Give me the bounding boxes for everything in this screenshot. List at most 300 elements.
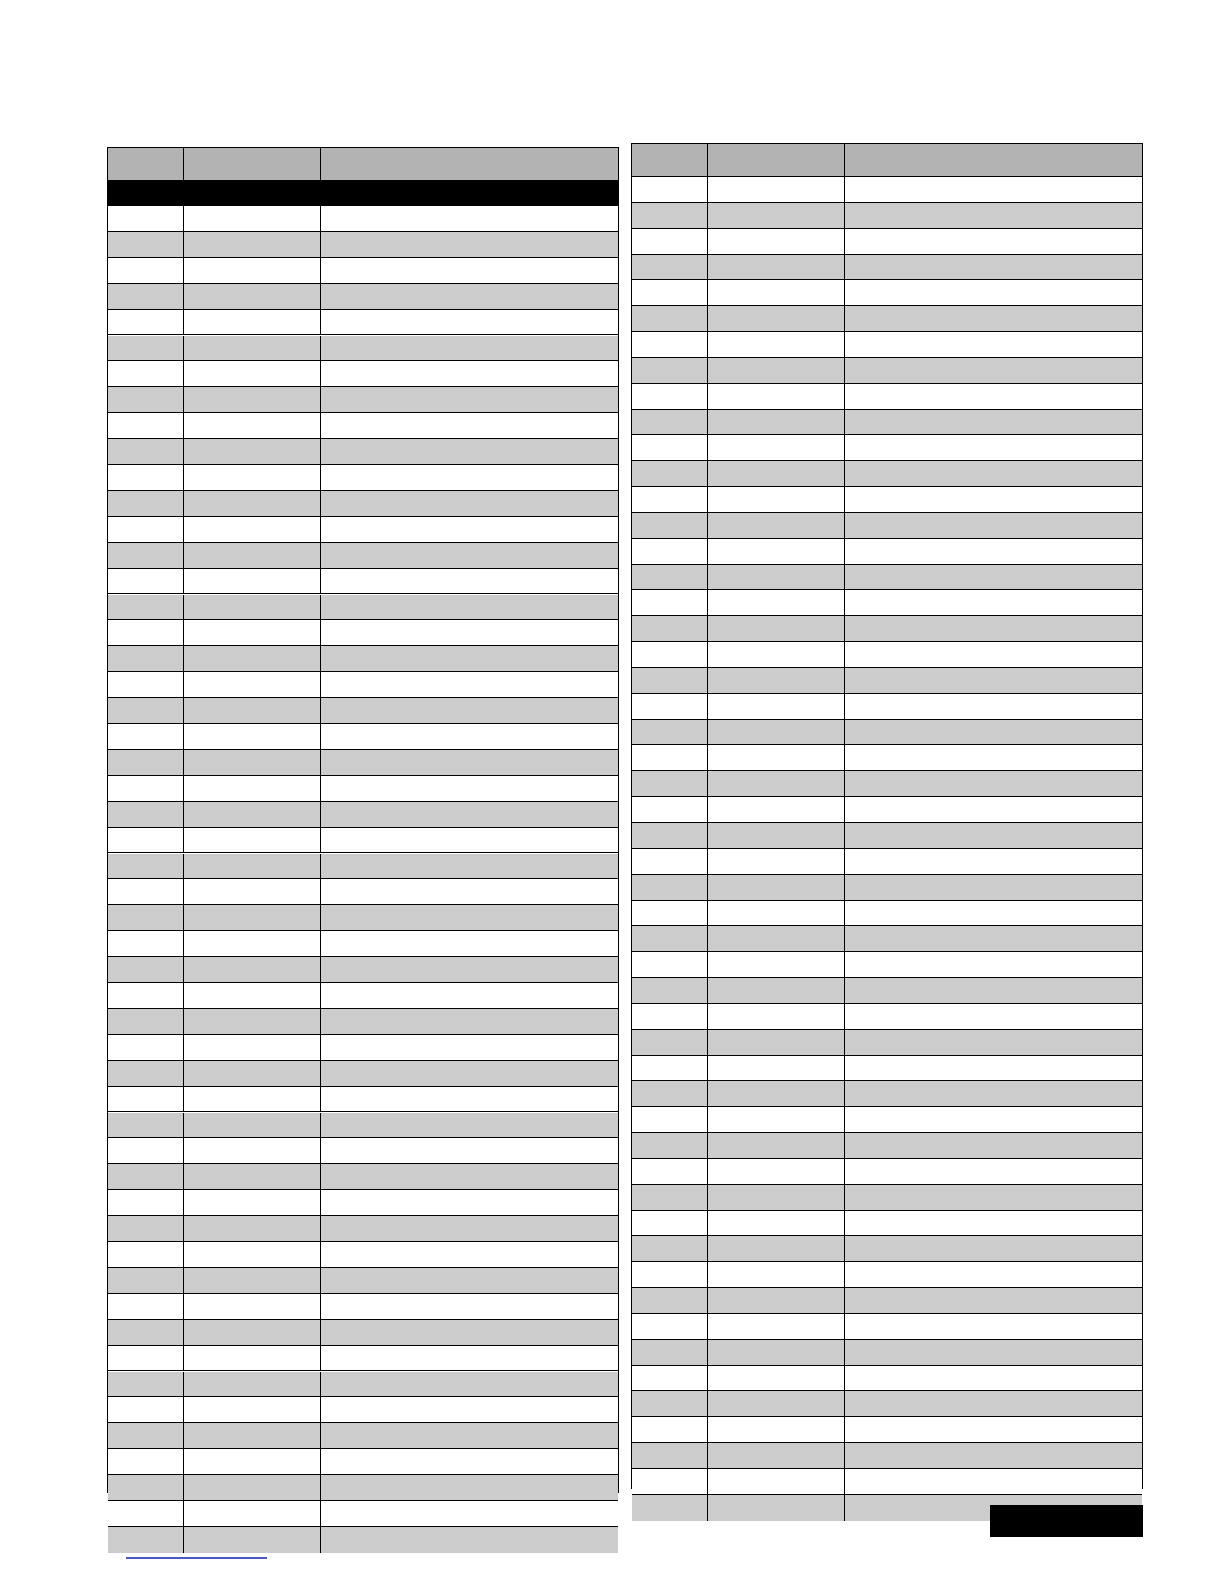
table-cell: [845, 849, 1144, 874]
table-row: [632, 720, 1142, 746]
table-cell: [108, 284, 184, 309]
table-row: [108, 1294, 618, 1320]
table-row: [108, 905, 618, 931]
table-cell: [708, 901, 845, 926]
table-cell: [632, 410, 708, 435]
table-cell: [632, 1314, 708, 1339]
table-cell: [708, 1004, 845, 1029]
table-cell: [632, 435, 708, 460]
table-cell: [321, 724, 620, 749]
table-cell: [184, 1268, 321, 1293]
table-cell: [708, 255, 845, 280]
table-cell: [845, 539, 1144, 564]
table-cell: [321, 1397, 620, 1422]
table-cell: [845, 177, 1144, 202]
table-row: [632, 1185, 1142, 1211]
table-cell: [708, 1417, 845, 1442]
table-cell: [184, 1527, 321, 1553]
table-cell: [321, 1449, 620, 1474]
table-cell: [184, 750, 321, 775]
table-row: [108, 802, 618, 828]
table-row: [108, 439, 618, 465]
table-cell: [845, 1081, 1144, 1106]
table-cell: [184, 931, 321, 956]
table-cell: [108, 1009, 184, 1034]
table-row: [632, 487, 1142, 513]
table-cell: [321, 776, 620, 801]
table-row: [108, 413, 618, 439]
table-row: [108, 957, 618, 983]
table-cell: [321, 491, 620, 516]
table-cell: [184, 905, 321, 930]
table-cell: [632, 513, 708, 538]
table-cell: [184, 1346, 321, 1371]
table-row: [632, 901, 1142, 927]
table-cell: [108, 620, 184, 645]
table-cell: [708, 616, 845, 641]
table-cell: [321, 698, 620, 723]
table-row: [632, 1211, 1142, 1237]
table-cell: [708, 1133, 845, 1158]
table-row: [108, 828, 618, 854]
table-cell: [184, 595, 321, 620]
table-cell: [708, 1288, 845, 1313]
table-cell: [845, 410, 1144, 435]
table-cell: [184, 1113, 321, 1138]
table-cell: [321, 543, 620, 568]
right-parts-table: [631, 143, 1143, 1489]
table-row: [632, 745, 1142, 771]
table-cell: [108, 465, 184, 490]
table-row: [108, 1397, 618, 1423]
table-row: [632, 1081, 1142, 1107]
table-row: [632, 1030, 1142, 1056]
page-number-box: [990, 1505, 1143, 1537]
table-cell: [321, 879, 620, 904]
table-cell: [632, 771, 708, 796]
column-header: [321, 148, 620, 180]
table-cell: [845, 1211, 1144, 1236]
table-cell: [321, 1372, 620, 1397]
table-cell: [632, 745, 708, 770]
table-cell: [321, 258, 620, 283]
table-row: [108, 232, 618, 258]
table-cell: [845, 1314, 1144, 1339]
table-cell: [321, 1346, 620, 1371]
table-cell: [321, 232, 620, 257]
table-cell: [108, 931, 184, 956]
table-cell: [845, 1469, 1144, 1494]
table-cell: [184, 1501, 321, 1526]
table-cell: [184, 776, 321, 801]
table-cell: [108, 957, 184, 982]
table-cell: [845, 565, 1144, 590]
table-row: [108, 284, 618, 310]
table-cell: [708, 1391, 845, 1416]
table-cell: [108, 724, 184, 749]
table-cell: [184, 1061, 321, 1086]
table-section-row: [108, 181, 618, 206]
table-cell: [845, 1417, 1144, 1442]
table-cell: [321, 1061, 620, 1086]
table-cell: [632, 1004, 708, 1029]
table-cell: [108, 1423, 184, 1448]
table-row: [108, 1216, 618, 1242]
table-cell: [708, 694, 845, 719]
table-cell: [708, 410, 845, 435]
table-cell: [108, 491, 184, 516]
table-cell: [108, 1113, 184, 1138]
table-cell: [632, 694, 708, 719]
table-cell: [708, 1366, 845, 1391]
table-cell: [845, 280, 1144, 305]
footer-link[interactable]: [126, 1557, 267, 1559]
table-cell: [184, 802, 321, 827]
table-cell: [108, 1346, 184, 1371]
table-cell: [108, 1216, 184, 1241]
table-row: [108, 879, 618, 905]
table-cell: [184, 672, 321, 697]
table-row: [108, 1242, 618, 1268]
table-cell: [632, 539, 708, 564]
table-row: [632, 1262, 1142, 1288]
table-row: [632, 1417, 1142, 1443]
table-cell: [708, 358, 845, 383]
table-cell: [845, 487, 1144, 512]
table-cell: [632, 487, 708, 512]
table-cell: [845, 642, 1144, 667]
table-cell: [632, 1495, 708, 1521]
table-row: [108, 931, 618, 957]
table-cell: [108, 983, 184, 1008]
table-cell: [108, 1138, 184, 1163]
table-cell: [184, 361, 321, 386]
table-cell: [184, 1009, 321, 1034]
table-cell: [708, 565, 845, 590]
table-cell: [184, 1372, 321, 1397]
table-cell: [108, 1190, 184, 1215]
table-cell: [708, 1340, 845, 1365]
table-cell: [321, 802, 620, 827]
table-cell: [108, 258, 184, 283]
table-row: [632, 978, 1142, 1004]
table-cell: [321, 1242, 620, 1267]
table-row: [632, 823, 1142, 849]
table-row: [632, 1056, 1142, 1082]
table-cell: [632, 720, 708, 745]
table-cell: [321, 181, 620, 205]
table-cell: [108, 1372, 184, 1397]
table-cell: [321, 465, 620, 490]
table-cell: [632, 1340, 708, 1365]
table-row: [632, 1236, 1142, 1262]
table-cell: [845, 332, 1144, 357]
table-cell: [845, 255, 1144, 280]
table-cell: [321, 828, 620, 853]
table-cell: [632, 461, 708, 486]
table-row: [632, 1366, 1142, 1392]
table-cell: [632, 668, 708, 693]
table-cell: [321, 1475, 620, 1500]
table-cell: [845, 1056, 1144, 1081]
table-row: [632, 849, 1142, 875]
table-cell: [184, 854, 321, 879]
table-cell: [845, 590, 1144, 615]
table-cell: [321, 1320, 620, 1345]
table-row: [632, 1391, 1142, 1417]
table-cell: [708, 203, 845, 228]
table-cell: [184, 1190, 321, 1215]
table-cell: [708, 1030, 845, 1055]
table-cell: [632, 926, 708, 951]
table-cell: [321, 336, 620, 361]
table-cell: [708, 797, 845, 822]
table-cell: [184, 1138, 321, 1163]
table-cell: [632, 978, 708, 1003]
table-cell: [845, 668, 1144, 693]
table-row: [108, 1320, 618, 1346]
table-cell: [321, 1501, 620, 1526]
table-row: [108, 672, 618, 698]
table-cell: [632, 358, 708, 383]
table-cell: [708, 1469, 845, 1494]
table-cell: [708, 668, 845, 693]
table-row: [108, 543, 618, 569]
table-row: [108, 258, 618, 284]
table-cell: [845, 384, 1144, 409]
table-cell: [321, 1423, 620, 1448]
table-cell: [845, 875, 1144, 900]
table-cell: [184, 181, 321, 205]
table-cell: [108, 672, 184, 697]
table-cell: [632, 1236, 708, 1261]
table-cell: [321, 1009, 620, 1034]
table-cell: [184, 724, 321, 749]
table-cell: [184, 957, 321, 982]
table-cell: [632, 1262, 708, 1287]
table-cell: [845, 1391, 1144, 1416]
table-cell: [708, 978, 845, 1003]
table-cell: [708, 823, 845, 848]
table-row: [632, 384, 1142, 410]
table-cell: [184, 413, 321, 438]
table-cell: [321, 957, 620, 982]
table-row: [632, 1159, 1142, 1185]
table-cell: [632, 642, 708, 667]
table-row: [632, 203, 1142, 229]
table-row: [632, 461, 1142, 487]
table-cell: [108, 1087, 184, 1112]
table-row: [108, 1190, 618, 1216]
table-cell: [184, 232, 321, 257]
table-row: [108, 1372, 618, 1398]
table-cell: [321, 361, 620, 386]
table-cell: [184, 879, 321, 904]
table-cell: [708, 1159, 845, 1184]
table-cell: [108, 802, 184, 827]
table-row: [108, 517, 618, 543]
table-row: [632, 255, 1142, 281]
table-cell: [632, 255, 708, 280]
table-cell: [321, 1216, 620, 1241]
table-cell: [708, 177, 845, 202]
table-cell: [321, 854, 620, 879]
table-row: [108, 1346, 618, 1372]
table-row: [632, 1133, 1142, 1159]
table-row: [632, 952, 1142, 978]
table-cell: [184, 1449, 321, 1474]
table-row: [632, 1004, 1142, 1030]
table-cell: [708, 332, 845, 357]
table-cell: [184, 1294, 321, 1319]
table-row: [108, 1268, 618, 1294]
table-cell: [108, 1320, 184, 1345]
table-cell: [708, 590, 845, 615]
table-cell: [108, 1035, 184, 1060]
table-cell: [108, 1242, 184, 1267]
table-row: [632, 875, 1142, 901]
table-cell: [845, 1340, 1144, 1365]
table-cell: [108, 232, 184, 257]
table-row: [108, 1164, 618, 1190]
table-cell: [708, 1443, 845, 1468]
table-row: [632, 694, 1142, 720]
table-cell: [321, 620, 620, 645]
table-cell: [845, 461, 1144, 486]
table-cell: [845, 358, 1144, 383]
table-cell: [108, 1164, 184, 1189]
column-header: [708, 144, 845, 176]
table-cell: [845, 513, 1144, 538]
table-row: [108, 1113, 618, 1139]
table-row: [632, 306, 1142, 332]
table-cell: [108, 543, 184, 568]
table-cell: [184, 1164, 321, 1189]
table-cell: [321, 750, 620, 775]
table-row: [108, 854, 618, 880]
table-cell: [708, 875, 845, 900]
column-header: [184, 148, 321, 180]
table-row: [108, 724, 618, 750]
table-cell: [708, 771, 845, 796]
table-cell: [708, 1314, 845, 1339]
table-cell: [108, 1294, 184, 1319]
table-cell: [184, 828, 321, 853]
table-cell: [321, 646, 620, 671]
table-cell: [845, 694, 1144, 719]
table-cell: [108, 1527, 184, 1553]
table-cell: [632, 1366, 708, 1391]
table-cell: [845, 823, 1144, 848]
table-cell: [632, 1107, 708, 1132]
table-cell: [108, 1449, 184, 1474]
column-header: [845, 144, 1144, 176]
table-cell: [845, 616, 1144, 641]
table-cell: [632, 332, 708, 357]
table-cell: [321, 1294, 620, 1319]
table-cell: [708, 461, 845, 486]
table-row: [108, 595, 618, 621]
table-row: [632, 926, 1142, 952]
table-cell: [321, 517, 620, 542]
table-cell: [184, 698, 321, 723]
table-cell: [845, 1288, 1144, 1313]
table-cell: [321, 1087, 620, 1112]
table-cell: [108, 181, 184, 205]
table-cell: [321, 1190, 620, 1215]
table-cell: [108, 413, 184, 438]
table-row: [108, 491, 618, 517]
table-cell: [632, 849, 708, 874]
table-cell: [632, 203, 708, 228]
table-cell: [632, 384, 708, 409]
table-cell: [708, 1056, 845, 1081]
table-cell: [845, 435, 1144, 460]
table-cell: [184, 284, 321, 309]
table-row: [632, 1288, 1142, 1314]
table-row: [108, 569, 618, 595]
table-row: [632, 771, 1142, 797]
table-cell: [845, 1159, 1144, 1184]
table-cell: [184, 983, 321, 1008]
table-cell: [708, 952, 845, 977]
table-row: [632, 590, 1142, 616]
table-cell: [108, 387, 184, 412]
table-row: [632, 539, 1142, 565]
table-cell: [708, 1185, 845, 1210]
table-row: [632, 513, 1142, 539]
table-cell: [321, 439, 620, 464]
table-row: [108, 1087, 618, 1113]
table-row: [108, 1138, 618, 1164]
table-cell: [845, 1030, 1144, 1055]
table-cell: [321, 284, 620, 309]
table-cell: [708, 1107, 845, 1132]
table-cell: [845, 1107, 1144, 1132]
table-cell: [184, 646, 321, 671]
table-cell: [321, 387, 620, 412]
table-cell: [632, 306, 708, 331]
table-row: [108, 1035, 618, 1061]
table-row: [632, 616, 1142, 642]
table-cell: [184, 1035, 321, 1060]
table-row: [632, 797, 1142, 823]
table-cell: [632, 1417, 708, 1442]
table-cell: [184, 1423, 321, 1448]
table-cell: [184, 517, 321, 542]
table-cell: [632, 1211, 708, 1236]
table-cell: [708, 229, 845, 254]
table-cell: [708, 926, 845, 951]
table-cell: [184, 206, 321, 231]
table-row: [108, 361, 618, 387]
table-row: [632, 410, 1142, 436]
table-cell: [321, 569, 620, 594]
table-cell: [108, 879, 184, 904]
table-cell: [108, 828, 184, 853]
table-cell: [184, 387, 321, 412]
table-row: [108, 336, 618, 362]
table-cell: [845, 1185, 1144, 1210]
table-cell: [845, 952, 1144, 977]
table-cell: [708, 1262, 845, 1287]
table-cell: [632, 823, 708, 848]
left-parts-table: [107, 147, 619, 1493]
table-cell: [108, 1397, 184, 1422]
table-row: [632, 358, 1142, 384]
table-cell: [184, 1320, 321, 1345]
table-cell: [845, 978, 1144, 1003]
